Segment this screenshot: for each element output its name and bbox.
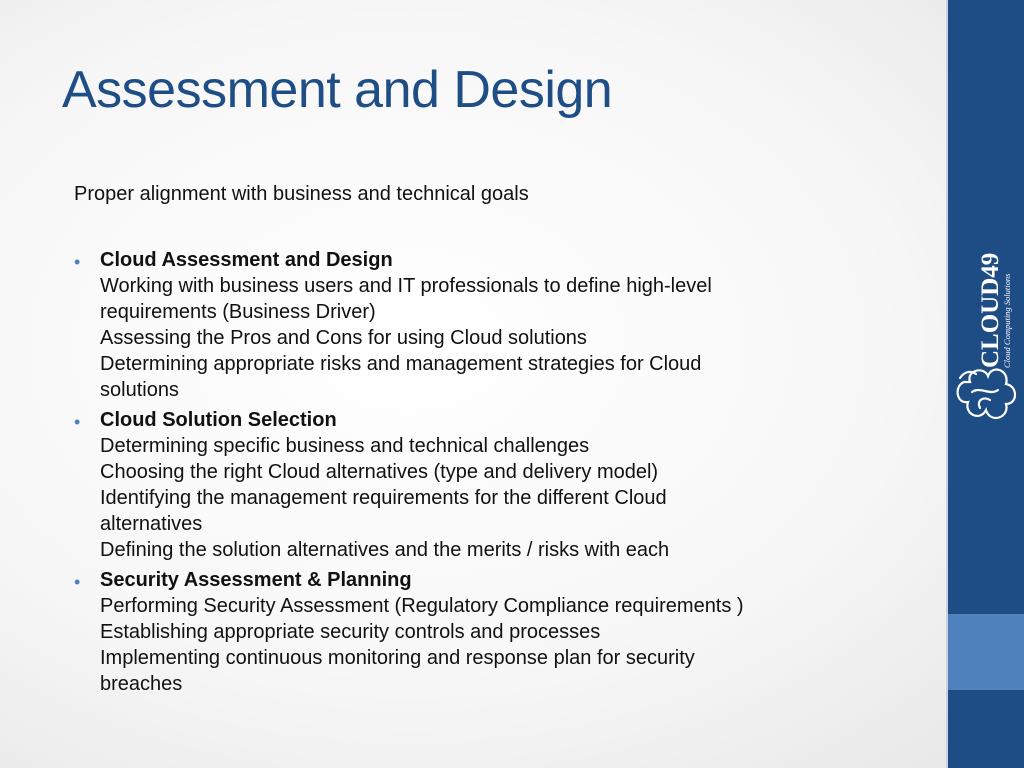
bullet-icon: • <box>74 252 81 272</box>
section-line: Performing Security Assessment (Regulatory Compliance requirements ) <box>100 595 744 617</box>
list-item <box>74 407 924 563</box>
bullet-icon: • <box>74 412 81 432</box>
logo-name: CLOUD49 <box>977 252 1004 368</box>
logo-tagline: Cloud Computing Solutions <box>1002 273 1012 368</box>
section-line: Determining appropriate risks and management strategies for Cloud <box>100 353 702 375</box>
bullet-icon: • <box>74 572 81 592</box>
section-line: Establishing appropriate security controls and processes <box>100 621 601 643</box>
sidebar-accent-band <box>948 614 1024 690</box>
section-line: Assessing the Pros and Cons for using Cloud solutions <box>100 327 587 349</box>
section-line: alternatives <box>100 513 203 535</box>
section-line: Choosing the right Cloud alternatives (type and delivery model) <box>100 461 659 483</box>
list-item <box>74 247 924 403</box>
section-line: Working with business users and IT professionals to define high-level <box>100 275 712 297</box>
section-line: Determining specific business and technical challenges <box>100 435 590 457</box>
section-line: breaches <box>100 673 183 695</box>
intro-text: Proper alignment with business and technical goals <box>74 183 529 205</box>
section-line: Identifying the management requirements for the different Cloud <box>100 487 667 509</box>
section-line: Defining the solution alternatives and the merits / risks with each <box>100 539 670 561</box>
section-heading: Cloud Assessment and Design <box>100 249 393 271</box>
section-line: requirements (Business Driver) <box>100 301 376 323</box>
section-heading: Security Assessment & Planning <box>100 569 412 591</box>
list-item <box>74 567 924 697</box>
cloud-logo-icon <box>958 370 1015 418</box>
section-line: solutions <box>100 379 179 401</box>
section-line: Implementing continuous monitoring and response plan for security <box>100 647 695 669</box>
slide-title: Assessment and Design <box>62 61 613 119</box>
bullet-list <box>74 247 924 701</box>
cloud49-logo <box>950 210 1022 440</box>
section-heading: Cloud Solution Selection <box>100 409 337 431</box>
